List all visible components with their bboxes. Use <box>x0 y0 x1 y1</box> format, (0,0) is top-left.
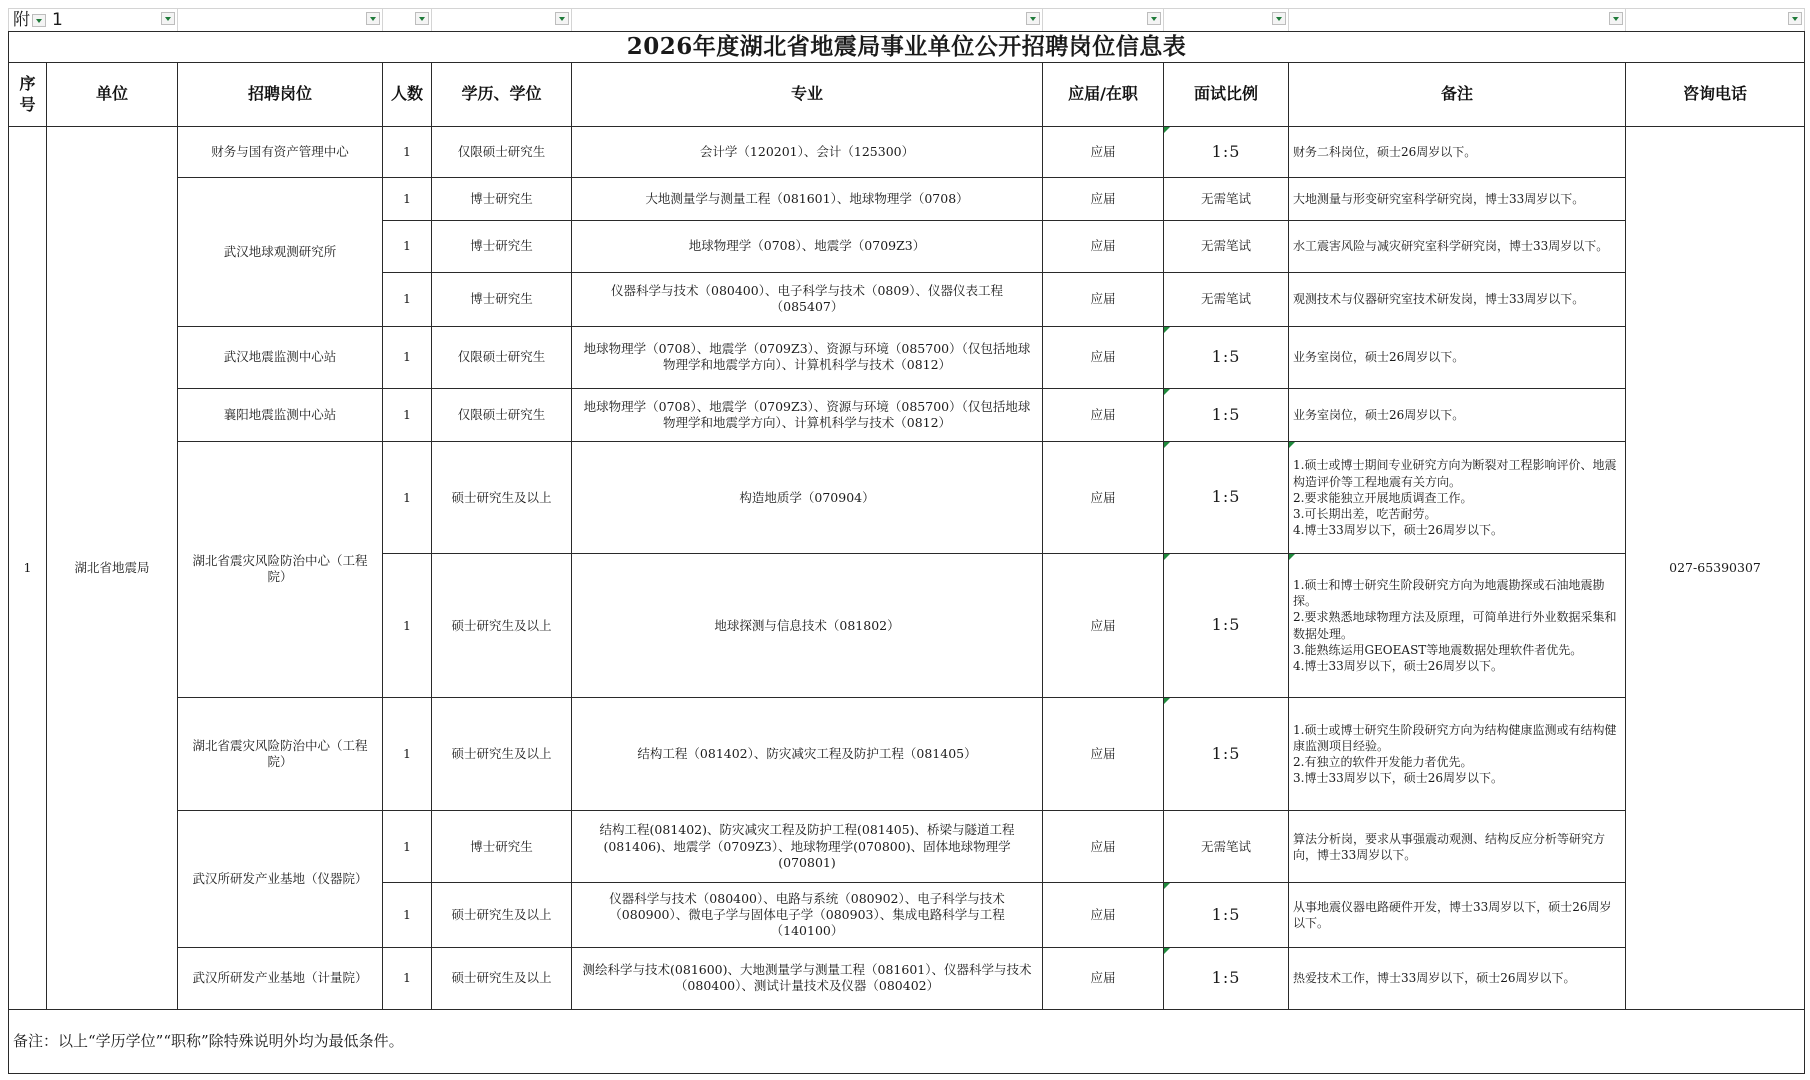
major-cell: 地球物理学（0708）、地震学（0709Z3） <box>572 220 1043 272</box>
ratio-value: 1:5 <box>1211 141 1241 161</box>
cell-comment-marker <box>1164 948 1170 954</box>
title-row <box>9 32 1805 63</box>
education-cell: 硕士研究生及以上 <box>432 697 572 810</box>
cell-comment-marker <box>1164 127 1170 133</box>
count-cell: 1 <box>383 220 432 272</box>
table-row <box>9 811 1805 883</box>
table-row <box>9 178 1805 220</box>
cell-comment-marker <box>1164 698 1170 704</box>
header-seq: 序号 <box>9 63 47 127</box>
remarks-cell <box>1289 811 1626 883</box>
header-graduate-status: 应届/在职 <box>1043 63 1164 127</box>
education-cell: 博士研究生 <box>432 272 572 326</box>
remark-line: 4.博士33周岁以下，硕士26周岁以下。 <box>1293 659 1504 674</box>
remark-line: 4.博士33周岁以下，硕士26周岁以下。 <box>1293 523 1504 538</box>
header-major: 专业 <box>572 63 1043 127</box>
footnote: 备注：以上“学历学位”“职称”除特殊说明外均为最低条件。 <box>9 1009 1805 1073</box>
remark-line: 水工震害风险与减灾研究室科学研究岗，博士33周岁以下。 <box>1293 239 1609 254</box>
count-cell: 1 <box>383 883 432 947</box>
ratio-cell: 无需笔试 <box>1164 220 1289 272</box>
remarks-cell <box>1289 554 1626 697</box>
filter-dropdown-icon[interactable] <box>1788 12 1802 25</box>
filter-dropdown-icon[interactable] <box>366 12 380 25</box>
remark-line: 3.博士33周岁以下，硕士26周岁以下。 <box>1293 771 1504 786</box>
major-cell: 仪器科学与技术（080400）、电子科学与技术（0809）、仪器仪表工程（085407） <box>572 272 1043 326</box>
table-row <box>9 442 1805 554</box>
ratio-cell <box>1164 326 1289 388</box>
filter-row <box>9 9 1805 32</box>
filter-dropdown-icon[interactable] <box>32 14 46 27</box>
remarks-cell <box>1289 127 1626 178</box>
remark-line: 1.硕士或博士研究生阶段研究方向为结构健康监测或有结构健康监测项目经验。 <box>1293 722 1617 753</box>
table-row <box>9 326 1805 388</box>
table-row <box>9 947 1805 1009</box>
ratio-value: 1:5 <box>1211 404 1241 424</box>
education-cell: 仅限硕士研究生 <box>432 389 572 442</box>
ratio-value: 1:5 <box>1211 347 1241 367</box>
page-title: 2026年度湖北省地震局事业单位公开招聘岗位信息表 <box>9 32 1805 63</box>
ratio-cell <box>1164 947 1289 1009</box>
count-cell: 1 <box>383 811 432 883</box>
recruitment-spreadsheet <box>8 8 1804 1074</box>
education-cell: 博士研究生 <box>432 811 572 883</box>
header-unit: 单位 <box>47 63 178 127</box>
position-cell: 湖北省震灾风险防治中心（工程院） <box>178 442 383 698</box>
table-row <box>9 697 1805 810</box>
count-cell: 1 <box>383 947 432 1009</box>
ratio-value: 1:5 <box>1211 743 1241 763</box>
filter-cell-remarks <box>1289 9 1626 32</box>
status-cell: 应届 <box>1043 272 1164 326</box>
education-cell: 仅限硕士研究生 <box>432 326 572 388</box>
header-education: 学历、学位 <box>432 63 572 127</box>
major-cell: 地球物理学（0708）、地震学（0709Z3）、资源与环境（085700）（仅包括地球物理学和地震学方向）、计算机科学与技术（0812） <box>572 326 1043 388</box>
remark-line: 从事地震仪器电路硬件开发，博士33周岁以下，硕士26周岁以下。 <box>1293 899 1612 930</box>
filter-cell-count <box>383 9 432 32</box>
major-cell: 构造地质学（070904） <box>572 442 1043 554</box>
major-cell: 结构工程（081402）、防灾减灾工程及防护工程（081405） <box>572 697 1043 810</box>
status-cell: 应届 <box>1043 389 1164 442</box>
header-remarks: 备注 <box>1289 63 1626 127</box>
ratio-value: 1:5 <box>1211 487 1241 507</box>
cell-comment-marker <box>1289 554 1295 560</box>
footnote-row <box>9 1009 1805 1073</box>
remark-line: 热爱技术工作，博士33周岁以下，硕士26周岁以下。 <box>1293 971 1576 986</box>
status-cell: 应届 <box>1043 178 1164 220</box>
table-row <box>9 127 1805 178</box>
filter-cell-status <box>1043 9 1164 32</box>
status-cell: 应届 <box>1043 220 1164 272</box>
ratio-cell <box>1164 554 1289 697</box>
ratio-cell: 无需笔试 <box>1164 272 1289 326</box>
header-position: 招聘岗位 <box>178 63 383 127</box>
remarks-cell <box>1289 272 1626 326</box>
remarks-cell <box>1289 326 1626 388</box>
ratio-cell: 无需笔试 <box>1164 178 1289 220</box>
position-cell: 武汉地震监测中心站 <box>178 326 383 388</box>
remark-line: 2.要求熟悉地球物理方法及原理，可简单进行外业数据采集和数据处理。 <box>1293 610 1617 641</box>
count-cell: 1 <box>383 697 432 810</box>
education-cell: 硕士研究生及以上 <box>432 883 572 947</box>
filter-cell-education <box>432 9 572 32</box>
education-cell: 硕士研究生及以上 <box>432 442 572 554</box>
position-cell: 襄阳地震监测中心站 <box>178 389 383 442</box>
remarks-cell <box>1289 389 1626 442</box>
cell-comment-marker <box>1289 442 1295 448</box>
count-cell: 1 <box>383 442 432 554</box>
ratio-value: 1:5 <box>1211 967 1241 987</box>
seq-cell: 1 <box>9 127 47 1009</box>
status-cell: 应届 <box>1043 127 1164 178</box>
filter-value: 1 <box>52 10 63 31</box>
major-cell: 结构工程(081402)、防灾减灾工程及防护工程(081405)、桥梁与隧道工程(081406)、地震学（0709Z3）、地球物理学(070800)、固体地球物理学(070801) <box>572 811 1043 883</box>
filter-dropdown-icon[interactable] <box>1147 12 1161 25</box>
filter-dropdown-icon[interactable] <box>415 12 429 25</box>
count-cell: 1 <box>383 326 432 388</box>
education-cell: 硕士研究生及以上 <box>432 554 572 697</box>
count-cell: 1 <box>383 389 432 442</box>
major-cell: 地球物理学（0708）、地震学（0709Z3）、资源与环境（085700）（仅包括地球物理学和地震学方向）、计算机科学与技术（0812） <box>572 389 1043 442</box>
major-cell: 会计学（120201）、会计（125300） <box>572 127 1043 178</box>
filter-cell-ratio <box>1164 9 1289 32</box>
remark-line: 2.要求能独立开展地质调查工作。 <box>1293 490 1473 505</box>
major-cell: 测绘科学与技术(081600)、大地测量学与测量工程（081601）、仪器科学与技术（080400）、测试计量技术及仪器（080402） <box>572 947 1043 1009</box>
cell-comment-marker <box>1164 442 1170 448</box>
remarks-cell <box>1289 442 1626 554</box>
filter-cell-unit <box>9 9 178 32</box>
remark-line: 1.硕士和博士研究生阶段研究方向为地震勘探或石油地震勘探。 <box>1293 578 1605 609</box>
position-cell: 财务与国有资产管理中心 <box>178 127 383 178</box>
cell-comment-marker <box>1164 327 1170 333</box>
count-cell: 1 <box>383 272 432 326</box>
ratio-cell <box>1164 697 1289 810</box>
cell-comment-marker <box>1164 554 1170 560</box>
filter-dropdown-icon[interactable] <box>161 12 175 25</box>
filter-dropdown-icon[interactable] <box>1272 12 1286 25</box>
status-cell: 应届 <box>1043 947 1164 1009</box>
ratio-cell <box>1164 883 1289 947</box>
status-cell: 应届 <box>1043 554 1164 697</box>
education-cell: 硕士研究生及以上 <box>432 947 572 1009</box>
status-cell: 应届 <box>1043 697 1164 810</box>
status-cell: 应届 <box>1043 883 1164 947</box>
remarks-cell <box>1289 947 1626 1009</box>
ratio-cell: 无需笔试 <box>1164 811 1289 883</box>
remark-line: 大地测量与形变研究室科学研究岗，博士33周岁以下。 <box>1293 191 1585 206</box>
remark-line: 2.有独立的软件开发能力者优先。 <box>1293 755 1473 769</box>
ratio-cell <box>1164 389 1289 442</box>
cell-comment-marker <box>1164 883 1170 889</box>
status-cell: 应届 <box>1043 442 1164 554</box>
cell-comment-marker <box>1164 389 1170 395</box>
header-row <box>9 63 1805 127</box>
remark-line: 3.能熟练运用GEOEAST等地震数据处理软件者优先。 <box>1293 642 1583 657</box>
remark-line: 算法分析岗，要求从事强震动观测、结构反应分析等研究方向，博士33周岁以下。 <box>1293 831 1606 862</box>
remarks-cell <box>1289 178 1626 220</box>
major-cell: 大地测量学与测量工程（081601）、地球物理学（0708） <box>572 178 1043 220</box>
status-cell: 应届 <box>1043 326 1164 388</box>
filter-cell-phone <box>1626 9 1805 32</box>
remark-line: 观测技术与仪器研究室技术研发岗，博士33周岁以下。 <box>1293 292 1585 307</box>
education-cell: 博士研究生 <box>432 220 572 272</box>
filter-dropdown-icon[interactable] <box>1609 12 1623 25</box>
remark-line: 财务二科岗位，硕士26周岁以下。 <box>1293 145 1477 160</box>
ratio-value: 1:5 <box>1211 904 1241 924</box>
ratio-value: 1:5 <box>1211 615 1241 635</box>
count-cell: 1 <box>383 554 432 697</box>
status-cell: 应届 <box>1043 811 1164 883</box>
remarks-cell <box>1289 883 1626 947</box>
remark-line: 3.可长期出差，吃苦耐劳。 <box>1293 506 1437 521</box>
remark-line: 业务室岗位，硕士26周岁以下。 <box>1293 350 1465 365</box>
position-cell: 武汉地球观测研究所 <box>178 178 383 326</box>
recruitment-table <box>8 8 1805 1074</box>
position-cell: 武汉所研发产业基地（计量院） <box>178 947 383 1009</box>
position-cell: 武汉所研发产业基地（仪器院） <box>178 811 383 947</box>
filter-dropdown-icon[interactable] <box>555 12 569 25</box>
table-row <box>9 389 1805 442</box>
filter-label: 附 <box>13 10 30 31</box>
filter-dropdown-icon[interactable] <box>1026 12 1040 25</box>
filter-cell-major <box>572 9 1043 32</box>
remark-line: 1.硕士或博士期间专业研究方向为断裂对工程影响评价、地震构造评价等工程地震有关方向。 <box>1293 458 1617 489</box>
remarks-cell <box>1289 220 1626 272</box>
education-cell: 仅限硕士研究生 <box>432 127 572 178</box>
filter-cell-position <box>178 9 383 32</box>
phone-cell: 027-65390307 <box>1626 127 1805 1009</box>
count-cell: 1 <box>383 127 432 178</box>
education-cell: 博士研究生 <box>432 178 572 220</box>
position-cell: 湖北省震灾风险防治中心（工程院） <box>178 697 383 810</box>
header-interview-ratio: 面试比例 <box>1164 63 1289 127</box>
header-phone: 咨询电话 <box>1626 63 1805 127</box>
major-cell: 地球探测与信息技术（081802） <box>572 554 1043 697</box>
major-cell: 仪器科学与技术（080400）、电路与系统（080902）、电子科学与技术（080900）、微电子学与固体电子学（080903）、集成电路科学与工程（140100） <box>572 883 1043 947</box>
remark-line: 业务室岗位，硕士26周岁以下。 <box>1293 407 1465 422</box>
ratio-cell <box>1164 442 1289 554</box>
header-count: 人数 <box>383 63 432 127</box>
ratio-cell <box>1164 127 1289 178</box>
remarks-cell <box>1289 697 1626 810</box>
count-cell: 1 <box>383 178 432 220</box>
unit-cell: 湖北省地震局 <box>47 127 178 1009</box>
